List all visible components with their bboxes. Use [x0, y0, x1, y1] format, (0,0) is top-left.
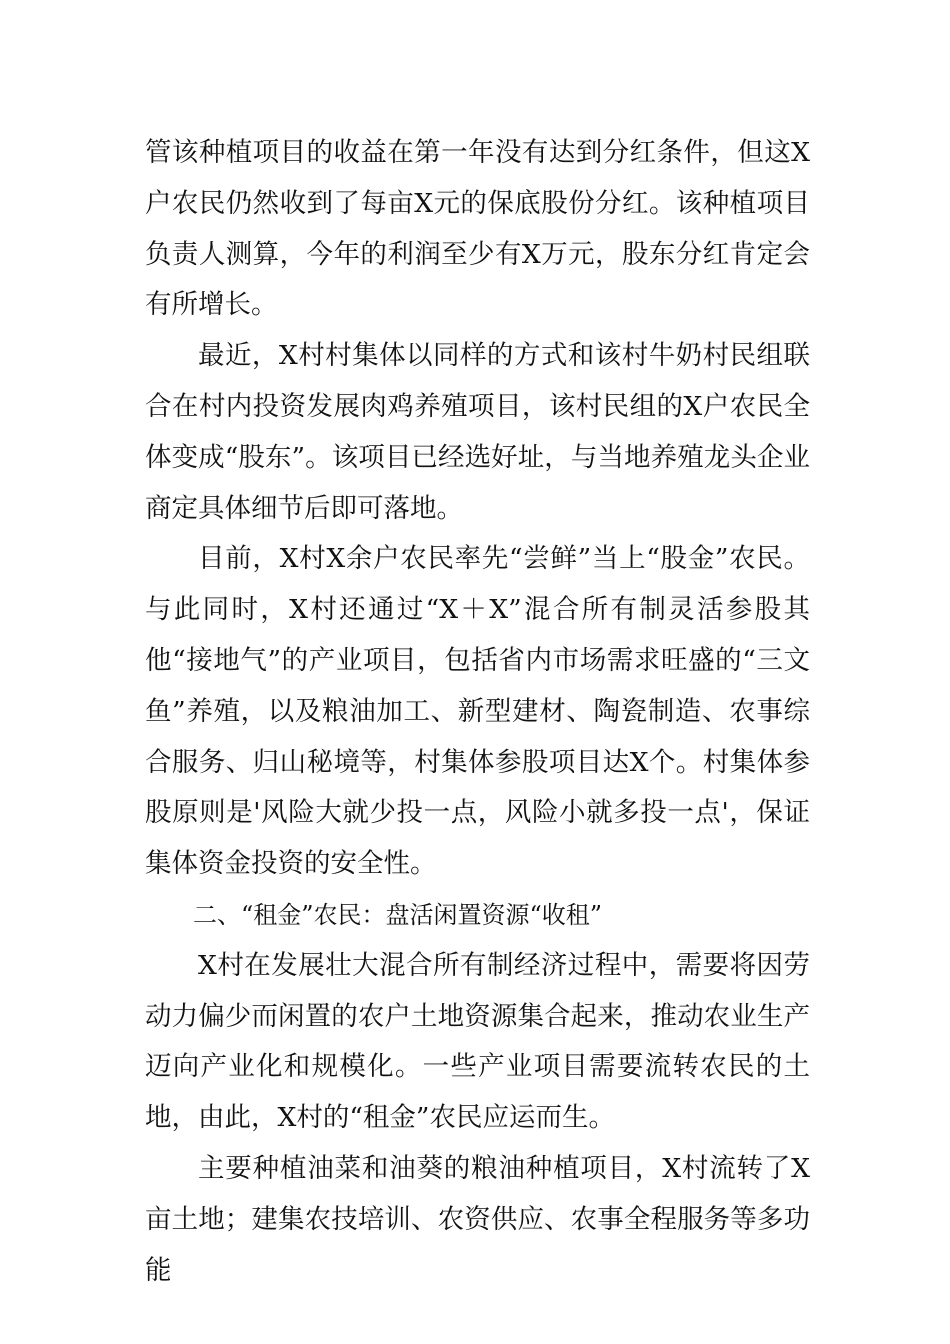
section-heading-rent-farmers: 二、“租金”农民：盘活闲置资源“收租”: [193, 900, 603, 929]
body-text: [145, 128, 810, 1296]
paragraph-shareholding: 目前，X村X余户农民率先“尝鲜”当上“股金”农民。与此同时，X村还通过“X＋X”混合所有制灵活参股其他“接地气”的产业项目，包括省内市场需求旺盛的“三文鱼”养殖，以及粮油加工、新型建材、陶瓷制造、农事综合服务、归山秘境等，村集体参股项目达X个。村集体参股原则是'风险大就少投一点，风险小就多投一点'，保证集体资金投资的安全性。: [145, 543, 810, 880]
paragraph-broiler-project: 最近，X村村集体以同样的方式和该村牛奶村民组联合在村内投资发展肉鸡养殖项目，该村民组的X户农民全体变成“股东”。该项目已经选好址，与当地养殖龙头企业商定具体细节后即可落地。: [145, 340, 810, 524]
paragraph-continuation: 管该种植项目的收益在第一年没有达到分红条件，但这X户农民仍然收到了每亩X元的保底股份分红。该种植项目负责人测算，今年的利润至少有X万元，股东分红肯定会有所增长。: [145, 137, 810, 321]
paragraph-grain-oil-project: 主要种植油菜和油葵的粮油种植项目，X村流转了X亩土地；建集农技培训、农资供应、农事全程服务等多功能: [145, 1152, 810, 1286]
paragraph-land-transfer: X村在发展壮大混合所有制经济过程中，需要将因劳动力偏少而闲置的农户土地资源集合起来，推动农业生产迈向产业化和规模化。一些产业项目需要流转农民的土地，由此，X村的“租金”农民应运而生。: [145, 949, 810, 1134]
